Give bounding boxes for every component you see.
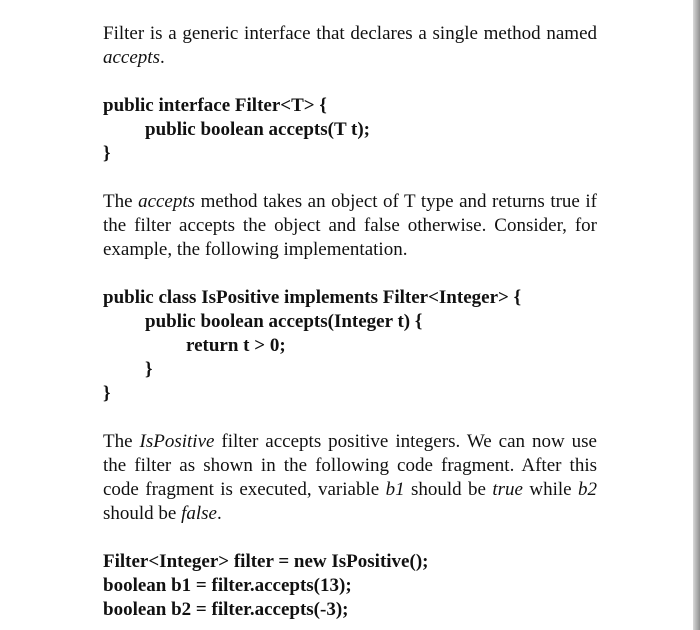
italic-text: accepts	[138, 191, 196, 212]
code-line: return t > 0;	[186, 335, 286, 356]
text: method takes an object of T type and returns true if the filter accepts the object and false otherwise. Consider, for example, the following implementation.	[103, 191, 597, 260]
intro-text: Filter is a generic interface that declares a single method named	[103, 23, 597, 44]
code-line: boolean b1 = filter.accepts(13);	[103, 575, 352, 596]
code-block-usage	[103, 550, 597, 622]
text: should be	[404, 479, 493, 500]
italic-text: false	[181, 503, 217, 524]
text: filter accepts positive integers. We can now use the filter as shown in the following code fragment. After this code fragment is executed, variable	[103, 431, 597, 500]
code-line: public interface Filter<T> {	[103, 95, 327, 116]
intro-period: .	[159, 47, 165, 68]
intro-method-name: accepts	[103, 47, 160, 68]
italic-text: IsPositive	[139, 431, 215, 452]
italic-text: b2	[578, 479, 597, 500]
code-line: boolean b2 = filter.accepts(-3);	[103, 599, 349, 620]
text: should be	[103, 503, 182, 524]
code-line: Filter<Integer> filter = new IsPositive();	[103, 551, 429, 572]
ispositive-paragraph	[103, 430, 597, 526]
text: while	[522, 479, 578, 500]
code-line: public boolean accepts(Integer t) {	[145, 311, 423, 332]
italic-text: true	[492, 479, 523, 500]
code-block-interface	[103, 94, 597, 166]
intro-paragraph	[103, 22, 597, 70]
document-body	[103, 22, 597, 622]
code-line: }	[103, 143, 111, 164]
italic-text: b1	[385, 479, 405, 500]
code-line: public boolean accepts(T t);	[145, 119, 371, 140]
text: .	[217, 503, 222, 524]
text: The	[103, 431, 140, 452]
code-block-class	[103, 286, 597, 406]
code-line: public class IsPositive implements Filter<Integer> {	[103, 287, 522, 308]
code-line: }	[145, 359, 153, 380]
text: The	[103, 191, 139, 212]
code-line: }	[103, 383, 111, 404]
accepts-paragraph	[103, 190, 597, 262]
page-edge-shadow	[693, 0, 700, 630]
